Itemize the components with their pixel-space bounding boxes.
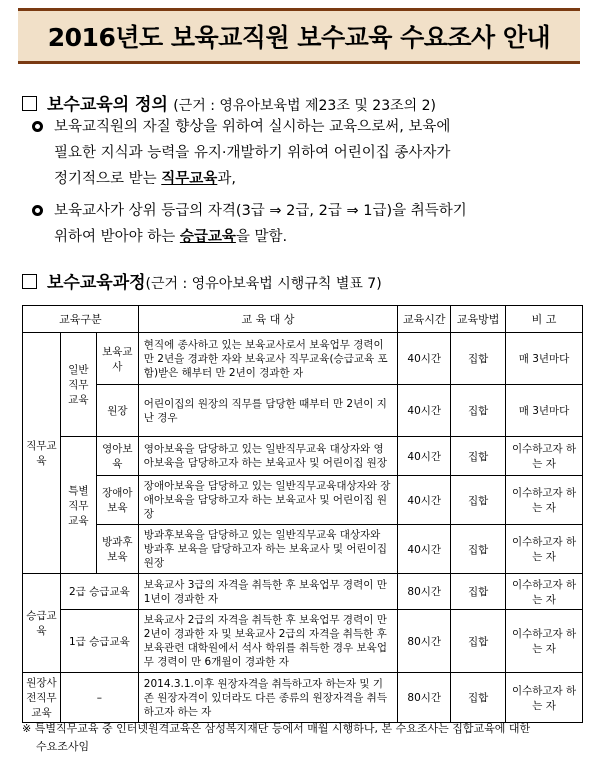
education-course-table [22, 305, 583, 723]
table-cell: 집합 [451, 525, 506, 574]
table-cell: 80시간 [398, 673, 451, 723]
note-line1: 특별직무교육 중 인터넷원격교육은 삼성복지재단 등에서 매월 시행하나, 본 수요조사는 집합교육에 대한 [34, 722, 531, 735]
section2-title: 보수교육과정 [47, 273, 146, 293]
table-header-row [23, 306, 583, 333]
bullet1-line3: 정기적으로 받는 직무교육과, [54, 171, 236, 187]
table-cell: 현직에 종사하고 있는 보육교사로서 보육업무 경력이 만 2년을 경과한 자와 보육교사 직무교육(승급교육 포함)받은 해부터 만 2년이 경과한 자 [138, 333, 397, 385]
header-target: 교 육 대 상 [138, 306, 397, 333]
table-cell: 40시간 [398, 437, 451, 476]
section2-heading [22, 268, 382, 293]
square-bullet-icon [22, 96, 37, 111]
table-cell: – [60, 673, 138, 723]
table-cell: 영아보육을 담당하고 있는 일반직무교육 대상자와 영아보육을 담당하고자 하는 보육교사 및 어린이집 원장 [138, 437, 397, 476]
circle-bullet-icon [32, 205, 43, 216]
section1-heading [22, 90, 436, 115]
section1-ref: (근거 : 영유아보육법 제23조 및 23조의 2) [173, 98, 436, 114]
table-cell: 이수하고자 하는 자 [506, 525, 583, 574]
special-duty-cell: 특별직무교육 [60, 437, 96, 574]
table-cell: 40시간 [398, 525, 451, 574]
table-cell: 보육교사 2급의 자격을 취득한 후 보육업무 경력이 만 2년이 경과한 자 및 보육교사 2급의 자격을 취득한 후 보육관련 대학원에서 석사 학위를 취득한 경우 보육업무 경력이 만 6개월이 경과한 자 [138, 610, 397, 673]
definition-bullet-2 [32, 198, 562, 250]
table-cell: 40시간 [398, 476, 451, 525]
title-banner [18, 8, 580, 64]
header-hours: 교육시간 [398, 306, 451, 333]
table-cell: 80시간 [398, 610, 451, 673]
general-duty-cell: 일반직무교육 [60, 333, 96, 437]
table-cell: 이수하고자 하는 자 [506, 437, 583, 476]
pre-director-cell: 원장사전직무교육 [23, 673, 61, 723]
square-bullet-icon [22, 274, 37, 289]
table-cell: 40시간 [398, 385, 451, 437]
table-cell: 집합 [451, 574, 506, 610]
header-remark: 비 고 [506, 306, 583, 333]
duty-education-cell: 직무교육 [23, 333, 61, 574]
table-cell: 1급 승급교육 [60, 610, 138, 673]
table-cell: 80시간 [398, 574, 451, 610]
footnote [22, 720, 582, 756]
table-row [23, 574, 583, 610]
table-cell: 40시간 [398, 333, 451, 385]
definition-bullet-1 [32, 114, 562, 192]
table-cell: 집합 [451, 437, 506, 476]
promotion-education-cell: 승급교육 [23, 574, 61, 673]
table-cell: 방과후보육 [96, 525, 138, 574]
table-cell: 이수하고자 하는 자 [506, 476, 583, 525]
table-cell: 보육교사 3급의 자격을 취득한 후 보육업무 경력이 만 1년이 경과한 자 [138, 574, 397, 610]
bullet2-line1: 보육교사가 상위 등급의 자격(3급 ⇒ 2급, 2급 ⇒ 1급)을 취득하기 [54, 203, 467, 219]
circle-bullet-icon [32, 121, 43, 132]
header-method: 교육방법 [451, 306, 506, 333]
note-line2: 수요조사임 [36, 740, 90, 753]
table-row [23, 476, 583, 525]
note-mark: ※ [22, 722, 32, 735]
table-cell: 집합 [451, 610, 506, 673]
promotion-education-term: 승급교육 [179, 229, 236, 245]
table-cell: 2014.3.1.이후 원장자격을 취득하고자 하는자 및 기존 원장자격이 있더라도 다른 종류의 원장자격을 취득하고자 하는 자 [138, 673, 397, 723]
table-cell: 2급 승급교육 [60, 574, 138, 610]
section1-title: 보수교육의 정의 [47, 95, 168, 115]
table-cell: 장애아보육을 담당하고 있는 일반직무교육대상자와 장애아보육을 담당하고자 하는 보육교사 및 어린이집 원장 [138, 476, 397, 525]
table-cell: 이수하고자 하는 자 [506, 673, 583, 723]
table-cell: 집합 [451, 476, 506, 525]
table-row [23, 525, 583, 574]
table-cell: 보육교사 [96, 333, 138, 385]
table-cell: 어린이집의 원장의 직무를 담당한 때부터 만 2년이 지난 경우 [138, 385, 397, 437]
bullet1-line1: 보육교직원의 자질 향상을 위하여 실시하는 교육으로써, 보육에 [54, 119, 451, 135]
table-cell: 방과후보육을 담당하고 있는 일반직무교육 대상자와 방과후 보육을 담당하고자 하는 보육교사 및 어린이집 원장 [138, 525, 397, 574]
table-cell: 이수하고자 하는 자 [506, 610, 583, 673]
bullet2-line2: 위하여 받아야 하는 승급교육을 말함. [54, 229, 288, 245]
duty-education-term: 직무교육 [161, 171, 218, 187]
table-row [23, 385, 583, 437]
header-category: 교육구분 [23, 306, 139, 333]
table-cell: 장애아보육 [96, 476, 138, 525]
page-title: 2016년도 보육교직원 보수교육 수요조사 안내 [47, 23, 551, 52]
table-cell: 집합 [451, 385, 506, 437]
table-row [23, 610, 583, 673]
table-cell: 매 3년마다 [506, 385, 583, 437]
table-cell: 집합 [451, 673, 506, 723]
table-cell: 영아보육 [96, 437, 138, 476]
table-cell: 매 3년마다 [506, 333, 583, 385]
section2-ref: (근거 : 영유아보육법 시행규칙 별표 7) [145, 276, 382, 292]
bullet1-line2: 필요한 지식과 능력을 유지·개발하기 위하여 어린이집 종사자가 [54, 145, 451, 161]
table-cell: 집합 [451, 333, 506, 385]
table-row [23, 437, 583, 476]
table-row [23, 673, 583, 723]
table-cell: 이수하고자 하는 자 [506, 574, 583, 610]
table-row [23, 333, 583, 385]
table-cell: 원장 [96, 385, 138, 437]
